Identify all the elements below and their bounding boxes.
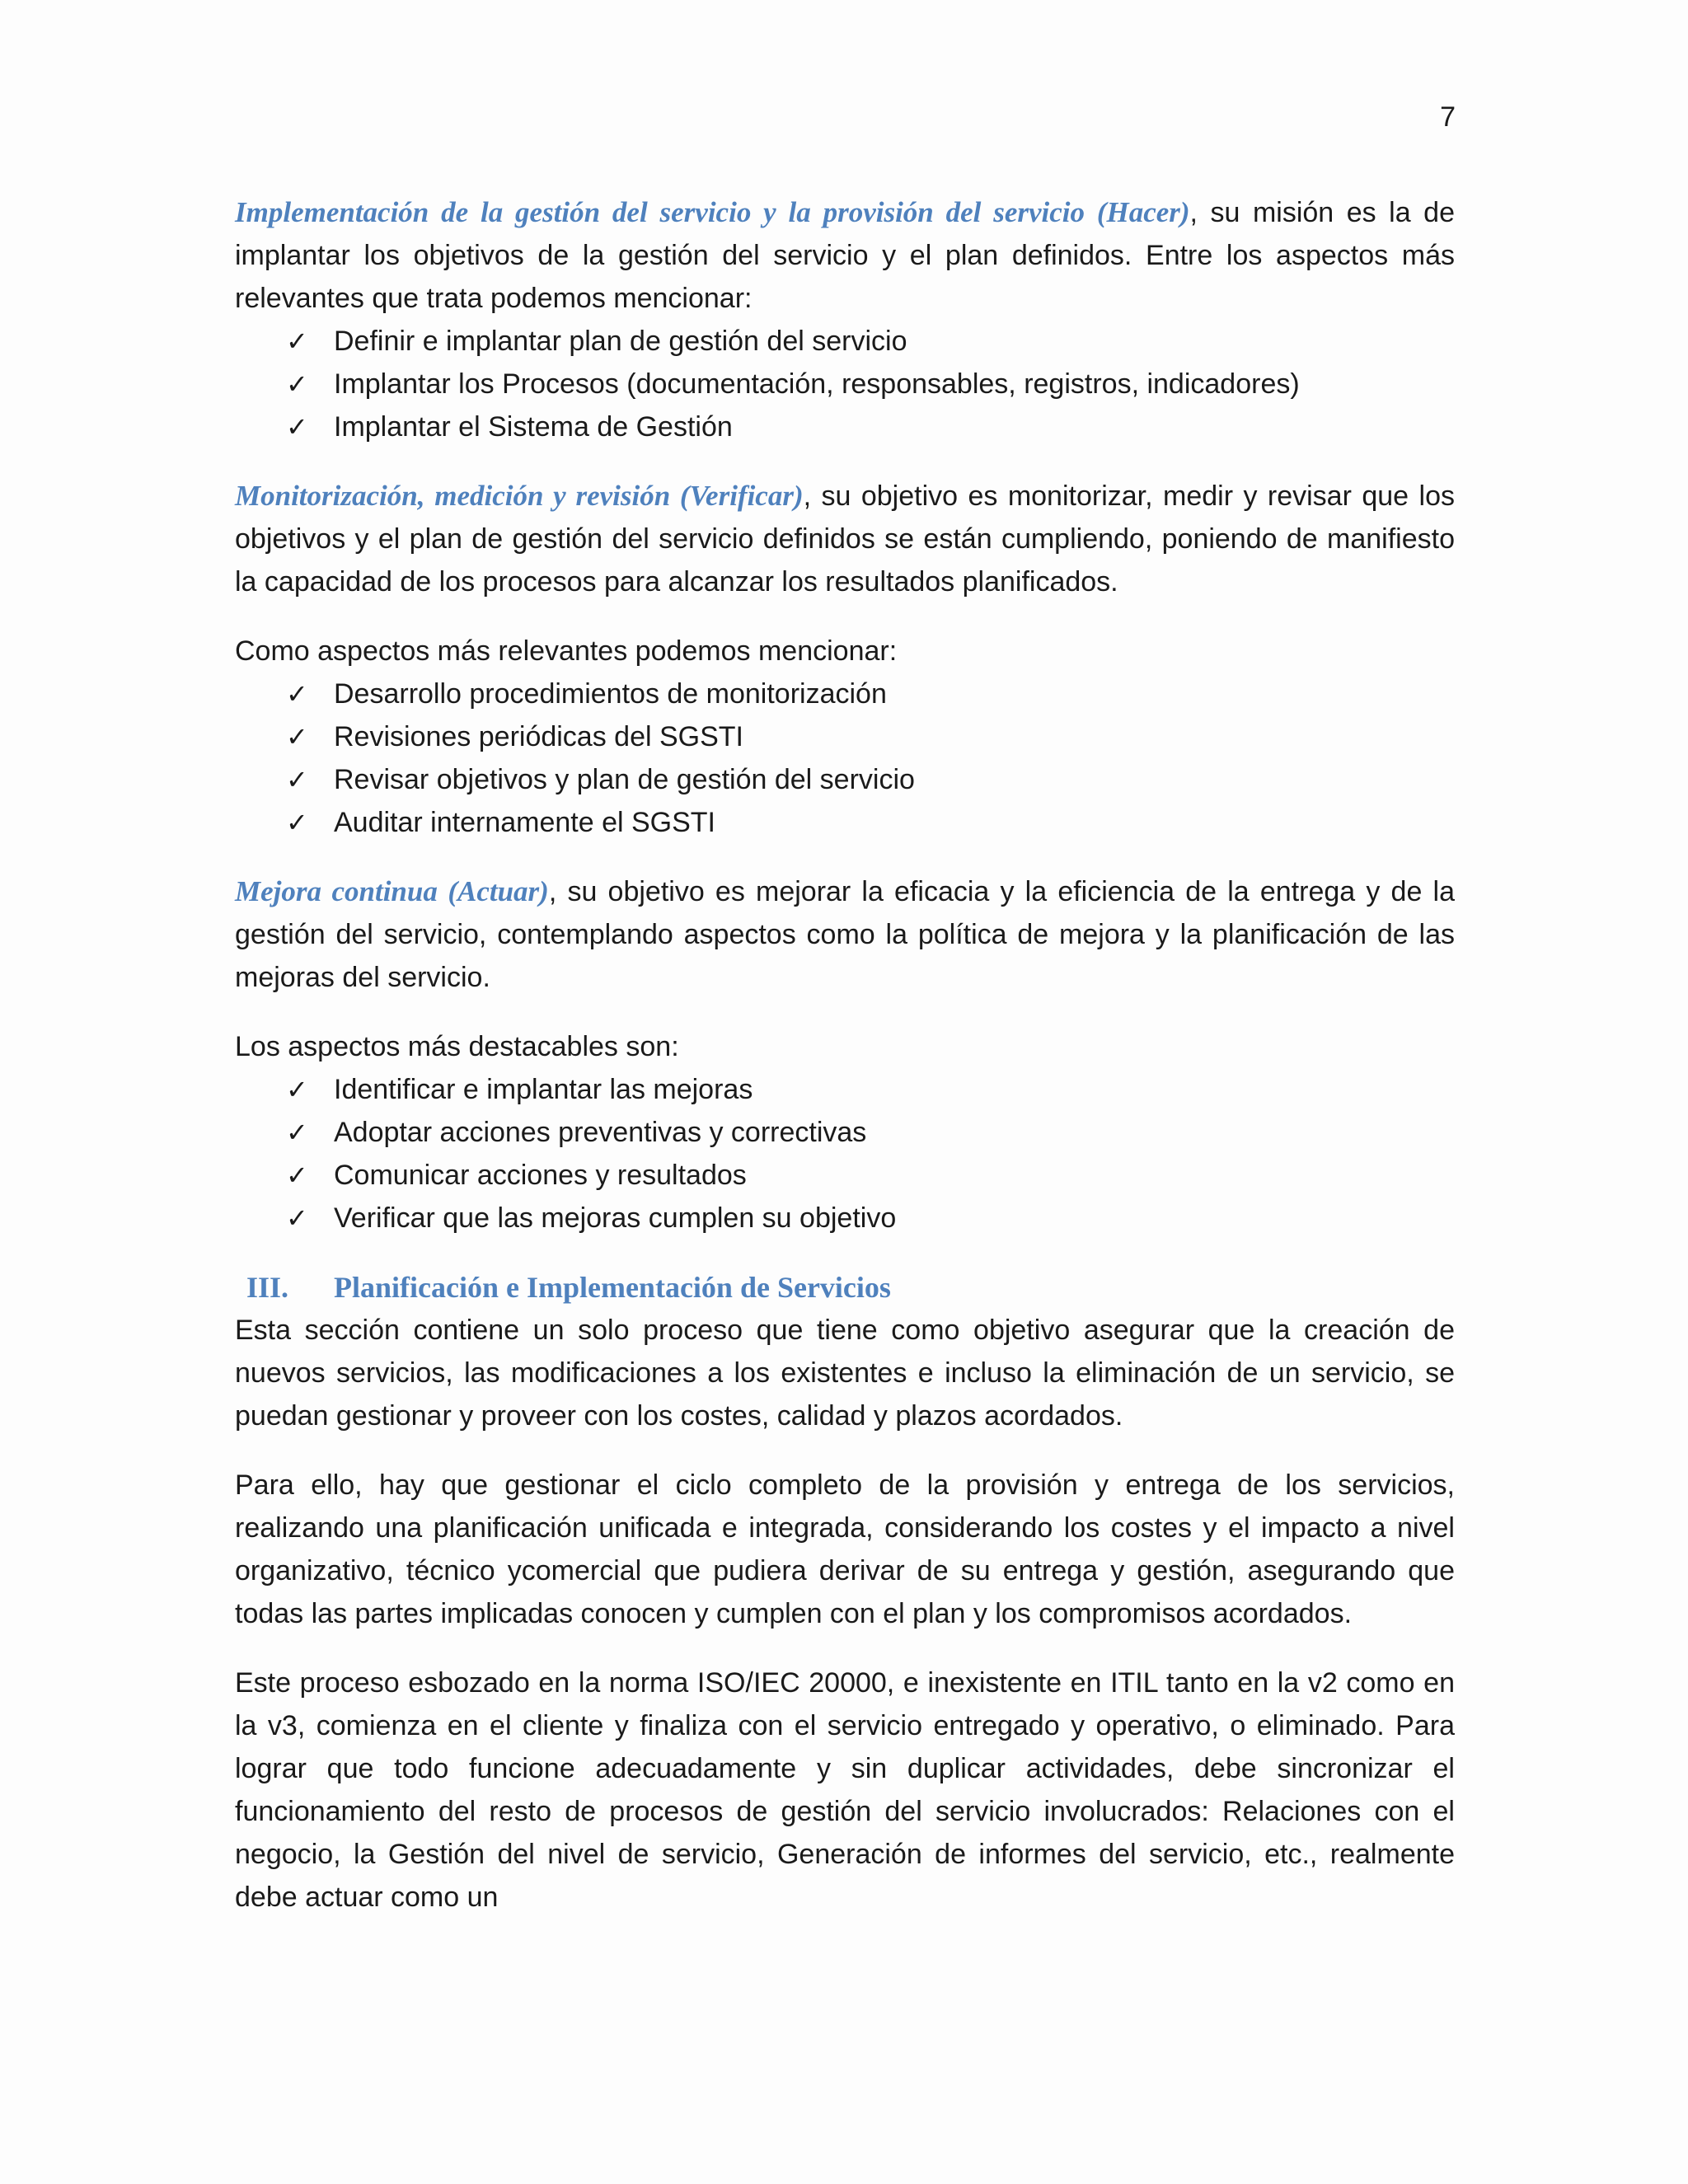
list-item-text: Implantar los Procesos (documentación, responsables, registros, indicadores) <box>334 368 1300 400</box>
page-number: 7 <box>1440 101 1456 133</box>
list-item-text: Identificar e implantar las mejoras <box>334 1074 753 1105</box>
checkmark-icon: ✓ <box>286 368 308 400</box>
list-item <box>235 405 1455 448</box>
list-item-text: Definir e implantar plan de gestión del servicio <box>334 326 907 357</box>
list-item-text: Implantar el Sistema de Gestión <box>334 411 733 443</box>
section-number: III. <box>246 1271 289 1304</box>
paragraph-verificar <box>235 475 1455 603</box>
list-item <box>235 363 1455 405</box>
paragraph-hacer <box>235 191 1455 320</box>
paragraph-text: , su objetivo es mejorar la eficacia y la eficiencia de la entrega y de la gestión del servicio, contemplando aspectos como la política de mejora y la planificación de las mejoras del servicio. <box>235 876 1455 993</box>
intro-actuar: Los aspectos más destacables son: <box>235 1031 679 1062</box>
paragraph: Este proceso esbozado en la norma ISO/IEC 20000, e inexistente en ITIL tanto en la v2 como en la v3, comienza en el cliente y finaliza con el servicio entregado y operativo, o eliminado. Para lograr que todo funcione adecuadamente y sin duplicar actividades, debe sincronizar el funcionamiento del resto de procesos de gestión del servicio involucrados: Relaciones con el negocio, la Gestión del nivel de servicio, Generación de informes del servicio, etc., realmente debe actuar como un <box>235 1667 1455 1913</box>
checkmark-icon: ✓ <box>286 411 308 443</box>
paragraph-text: , su misión es la de implantar los objetivos de la gestión del servicio y el plan definidos. Entre los aspectos más relevantes que trata podemos mencionar: <box>235 197 1455 314</box>
list-item-text: Revisar objetivos y plan de gestión del servicio <box>334 764 915 795</box>
section-title: Planificación e Implementación de Servicios <box>334 1271 891 1304</box>
checkmark-icon: ✓ <box>286 1074 308 1105</box>
list-item <box>235 1111 1455 1154</box>
list-item <box>235 673 1455 715</box>
checkmark-icon: ✓ <box>286 1202 308 1234</box>
list-item <box>235 1154 1455 1197</box>
checkmark-icon: ✓ <box>286 1160 308 1191</box>
lead-title-hacer: Implementación de la gestión del servicio y la provisión del servicio (Hacer) <box>235 196 1190 228</box>
checkmark-icon: ✓ <box>286 1117 308 1148</box>
list-item-text: Comunicar acciones y resultados <box>334 1160 747 1191</box>
paragraph: Esta sección contiene un solo proceso que tiene como objetivo asegurar que la creación de nuevos servicios, las modificaciones a los existentes e incluso la eliminación de un servicio, se puedan gestionar y proveer con los costes, calidad y plazos acordados. <box>235 1315 1455 1432</box>
checklist-hacer <box>235 320 1455 448</box>
list-item-text: Verificar que las mejoras cumplen su objetivo <box>334 1202 897 1234</box>
list-item <box>235 715 1455 758</box>
list-item-text: Revisiones periódicas del SGSTI <box>334 721 744 752</box>
list-item-text: Auditar internamente el SGSTI <box>334 807 716 838</box>
page-content <box>235 191 1455 1919</box>
checkmark-icon: ✓ <box>286 721 308 752</box>
paragraph: Para ello, hay que gestionar el ciclo completo de la provisión y entrega de los servicios, realizando una planificación unificada e integrada, considerando los costes y el impacto a nivel organizativo, técnico ycomercial que pudiera derivar de su entrega y gestión, asegurando que todas las partes implicadas conocen y cumplen con el plan y los compromisos acordados. <box>235 1469 1455 1629</box>
checkmark-icon: ✓ <box>286 807 308 838</box>
lead-title-verificar: Monitorización, medición y revisión (Verificar) <box>235 480 804 512</box>
lead-title-actuar: Mejora continua (Actuar) <box>235 875 549 907</box>
paragraph-actuar <box>235 870 1455 999</box>
list-item <box>235 801 1455 844</box>
checkmark-icon: ✓ <box>286 764 308 795</box>
checkmark-icon: ✓ <box>286 678 308 710</box>
checklist-verificar <box>235 673 1455 844</box>
paragraph-text: , su objetivo es monitorizar, medir y revisar que los objetivos y el plan de gestión del servicio definidos se están cumpliendo, poniendo de manifiesto la capacidad de los procesos para alcanzar los resultados planificados. <box>235 480 1455 598</box>
intro-verificar: Como aspectos más relevantes podemos mencionar: <box>235 635 898 667</box>
list-item <box>235 1068 1455 1111</box>
list-item <box>235 320 1455 363</box>
section-heading <box>235 1266 1455 1309</box>
list-item <box>235 1197 1455 1240</box>
checkmark-icon: ✓ <box>286 326 308 357</box>
list-item-text: Adoptar acciones preventivas y correctivas <box>334 1117 867 1148</box>
checklist-actuar <box>235 1068 1455 1240</box>
list-item <box>235 758 1455 801</box>
list-item-text: Desarrollo procedimientos de monitorización <box>334 678 887 710</box>
